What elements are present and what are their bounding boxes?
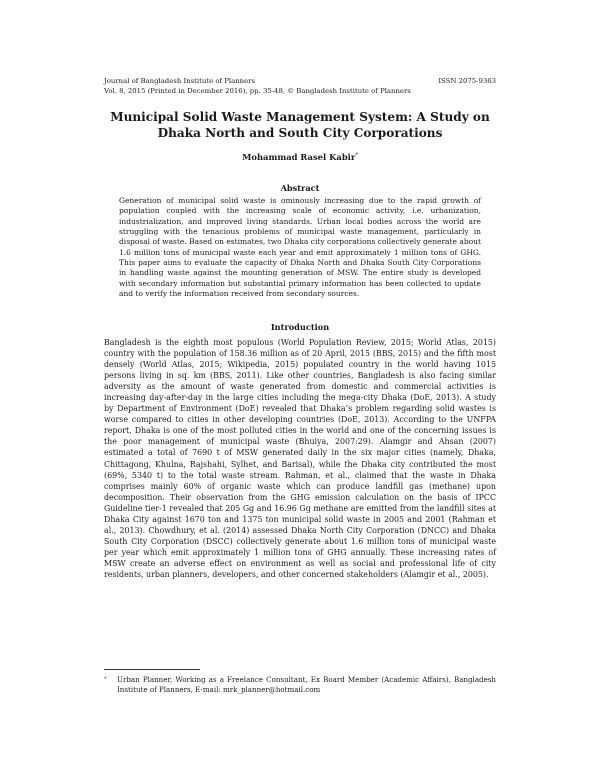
introduction-heading: Introduction (270, 322, 330, 332)
journal-name: Journal of Bangladesh Institute of Planners (104, 77, 255, 85)
volume-info: Vol. 8, 2015 (Printed in December 2016), pp. 35-48, © Bangladesh Institute of Planners (104, 87, 411, 96)
paper-title: Municipal Solid Waste Management System: A Study on Dhaka North and South City Corporations (110, 110, 490, 140)
footnote-text: Urban Planner, Working as a Freelance Consultant, Ex Board Member (Academic Affairs), Bangladesh Institute of Planners, E-mail: mrk_planner@hotmail.com (117, 675, 496, 695)
introduction-text: Bangladesh is the eighth most populous (World Population Review, 2015; World Atlas, 2015) country with the population of 158.36 million as of 20 April, 2015 (BBS, 2015) and the fifth most densely (World Atlas, 2015; Wikipedia, 2015) populated country in the world having 1015 persons living in sq. km (BBS, 2011). Like other countries, Bangladesh is also facing similar adversity as the amount of waste generated from domestic and commercial activities is increasing day-after-day in the large cities including the mega-city Dhaka (DoE, 2013). A study by Department of Environment (DoE) revealed that Dhaka’s problem regarding solid wastes is worse compared to cities in other developing countries (DoE, 2013). According to the UNFPA report, Dhaka is one of the most polluted cities in the world and one of the concerning issues is the poor management of municipal waste (Bhuiya, 2007:29). Alamgir and Ahsan (2007) estimated a total of 7690 t of MSW generated daily in the six major cities (namely, Dhaka, Chittagong, Khulna, Rajshahi, Sylhet, and Barisal), while the Dhaka city contributed the most (69%, 5340 t) to the total waste stream. Rahman, et al., claimed that the waste in Dhaka comprises mainly 60% of organic waste which can produce landfill gas (methane) upon decomposition. Their observation from the GHG emission calculation on the basis of IPCC Guideline tier-1 revealed that 205 Gg and 16.96 Gg methane are emitted from the landfill sites at Dhaka City against 1670 ton and 1375 ton municipal solid waste in 2005 and 2001 (Rahman et al., 2013). Chowdhury, et al. (2014) assessed Dhaka North City Corporation (DNCC) and Dhaka South City Corporation (DSCC) collectively generate about 1.6 million tons of municipal waste per year which emit approximately 1 million tons of GHG annually. These increasing rates of MSW create an adverse effect on environment as well as social and professional life of city residents, urban planners, developers, and other concerned stakeholders (Alamgir et al., 2005). (104, 338, 496, 579)
abstract-heading: Abstract (280, 183, 320, 193)
author-footnote-mark: * (355, 152, 358, 159)
author-name: Mohammad Rasel Kabir (242, 152, 356, 162)
issn: ISSN 2075-9363 (438, 77, 496, 85)
journal-header (104, 76, 496, 96)
footnote-mark: * (104, 676, 107, 682)
footnote (104, 675, 496, 695)
author-line (104, 152, 496, 162)
footnote-divider (104, 669, 200, 670)
abstract-text: Generation of municipal solid waste is ominously increasing due to the rapid growth of population coupled with the increasing scale of economic activity, i.e. urbanization, industrialization, and improved living standards. Urban local bodies across the world are struggling with the tenacious problems of municipal waste management, particularly in disposal of waste. Based on estimates, two Dhaka city corporations collectively generate about 1.6 million tons of municipal waste each year and emit approximately 1 million tons of GHG. This paper aims to evaluate the capacity of Dhaka North and Dhaka South City Corporations in handling waste against the mounting generation of MSW. The entire study is developed with secondary information but substantial primary information has been collected to update and to verify the information received from secondary sources. (119, 196, 481, 299)
